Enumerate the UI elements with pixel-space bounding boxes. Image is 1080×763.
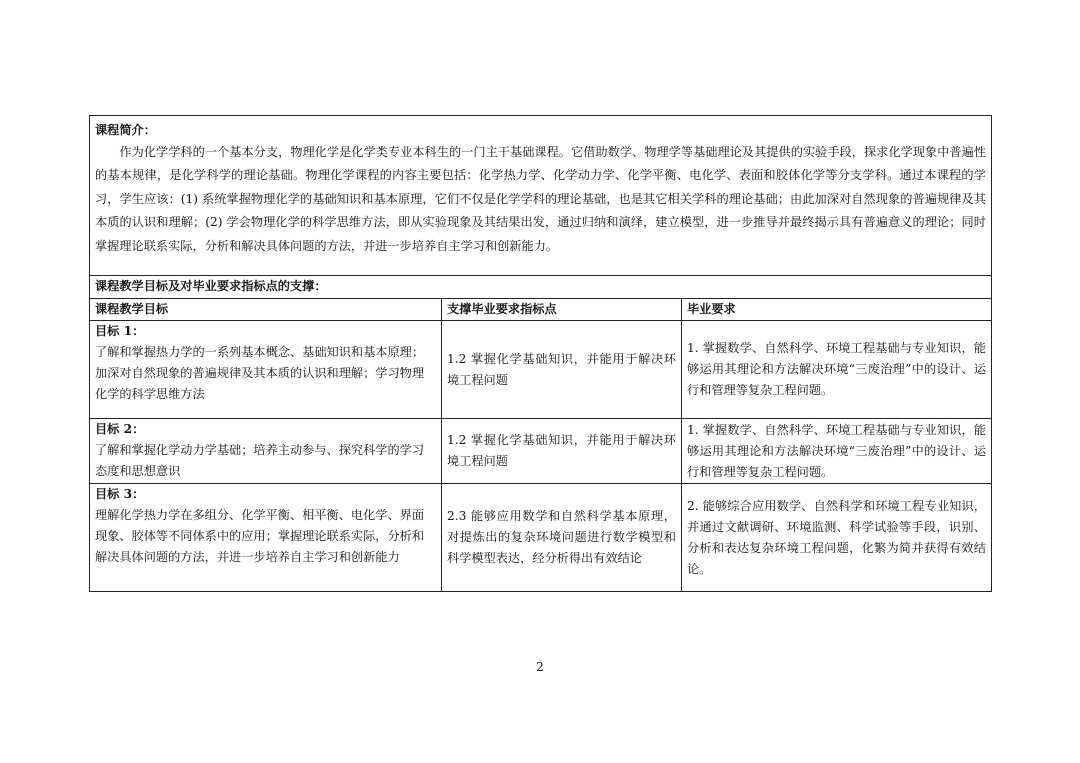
- column-header-indicator: 支撑毕业要求指标点: [442, 299, 682, 321]
- section-title: 课程教学目标及对毕业要求指标点的支撑：: [90, 276, 992, 299]
- goal-cell: [90, 419, 442, 484]
- requirement-cell: 2. 能够综合应用数学、自然科学和环境工程专业知识，并通过文献调研、环境监测、科学试验等手段，识别、分析和表达复杂环境工程问题，化繁为简并获得有效结论。: [682, 484, 992, 592]
- goal-title: 目标 1：: [95, 324, 145, 338]
- table-row: [90, 484, 992, 592]
- column-header-goal: 课程教学目标: [90, 299, 442, 321]
- requirement-cell: 1. 掌握数学、自然科学、环境工程基础与专业知识，能够运用其理论和方法解决环境“三废治理”中的设计、运行和管理等复杂工程问题。: [682, 419, 992, 484]
- goal-title: 目标 2：: [95, 422, 145, 436]
- indicator-cell: 1.2 掌握化学基础知识，并能用于解决环境工程问题: [442, 321, 682, 419]
- goal-title: 目标 3：: [95, 487, 145, 501]
- intro-cell: [90, 116, 992, 276]
- page-number: 2: [536, 660, 544, 674]
- intro-body: 作为化学学科的一个基本分支，物理化学是化学类专业本科生的一门主干基础课程。它借助数学、物理学等基础理论及其提供的实验手段，探求化学现象中普遍性的基本规律，是化学科学的理论基础。物理化学课程的内容主要包括：化学热力学、化学动力学、化学平衡、电化学、表面和胶体化学等分支学科。通过本课程的学习，学生应该：(1) 系统掌握物理化学的基础知识和基本原理，它们不仅是化学学科的理论基础，也是其它相关学科的理论基础；由此加深对自然现象的普遍规律及其本质的认识和理解；(2) 学会物理化学的科学思维方法，即从实验现象及其结果出发，通过归纳和演绎，建立模型，进一步推导并最终揭示具有普遍意义的理论；同时掌握理论联系实际，分析和解决具体问题的方法，并进一步培养自主学习和创新能力。: [95, 145, 986, 253]
- intro-heading: 课程简介：: [95, 123, 156, 137]
- indicator-cell: 2.3 能够应用数学和自然科学基本原理，对提炼出的复杂环境问题进行数学模型和科学模型表达，经分析得出有效结论: [442, 484, 682, 592]
- indicator-cell: 1.2 掌握化学基础知识，并能用于解决环境工程问题: [442, 419, 682, 484]
- goal-text: 了解和掌握化学动力学基础；培养主动参与、探究科学的学习态度和思想意识: [95, 443, 425, 478]
- goal-cell: [90, 321, 442, 419]
- table-row: [90, 419, 992, 484]
- requirement-cell: 1. 掌握数学、自然科学、环境工程基础与专业知识，能够运用其理论和方法解决环境“三废治理”中的设计、运行和管理等复杂工程问题。: [682, 321, 992, 419]
- column-header-requirement: 毕业要求: [682, 299, 992, 321]
- goal-text: 了解和掌握热力学的一系列基本概念、基础知识和基本原理；加深对自然现象的普遍规律及其本质的认识和理解；学习物理化学的科学思维方法: [95, 345, 425, 401]
- course-table: [89, 115, 992, 592]
- goal-text: 理解化学热力学在多组分、化学平衡、相平衡、电化学、界面现象、胶体等不同体系中的应用；掌握理论联系实际，分析和解决具体问题的方法，并进一步培养自主学习和创新能力: [95, 508, 425, 564]
- table-row: [90, 321, 992, 419]
- goal-cell: [90, 484, 442, 592]
